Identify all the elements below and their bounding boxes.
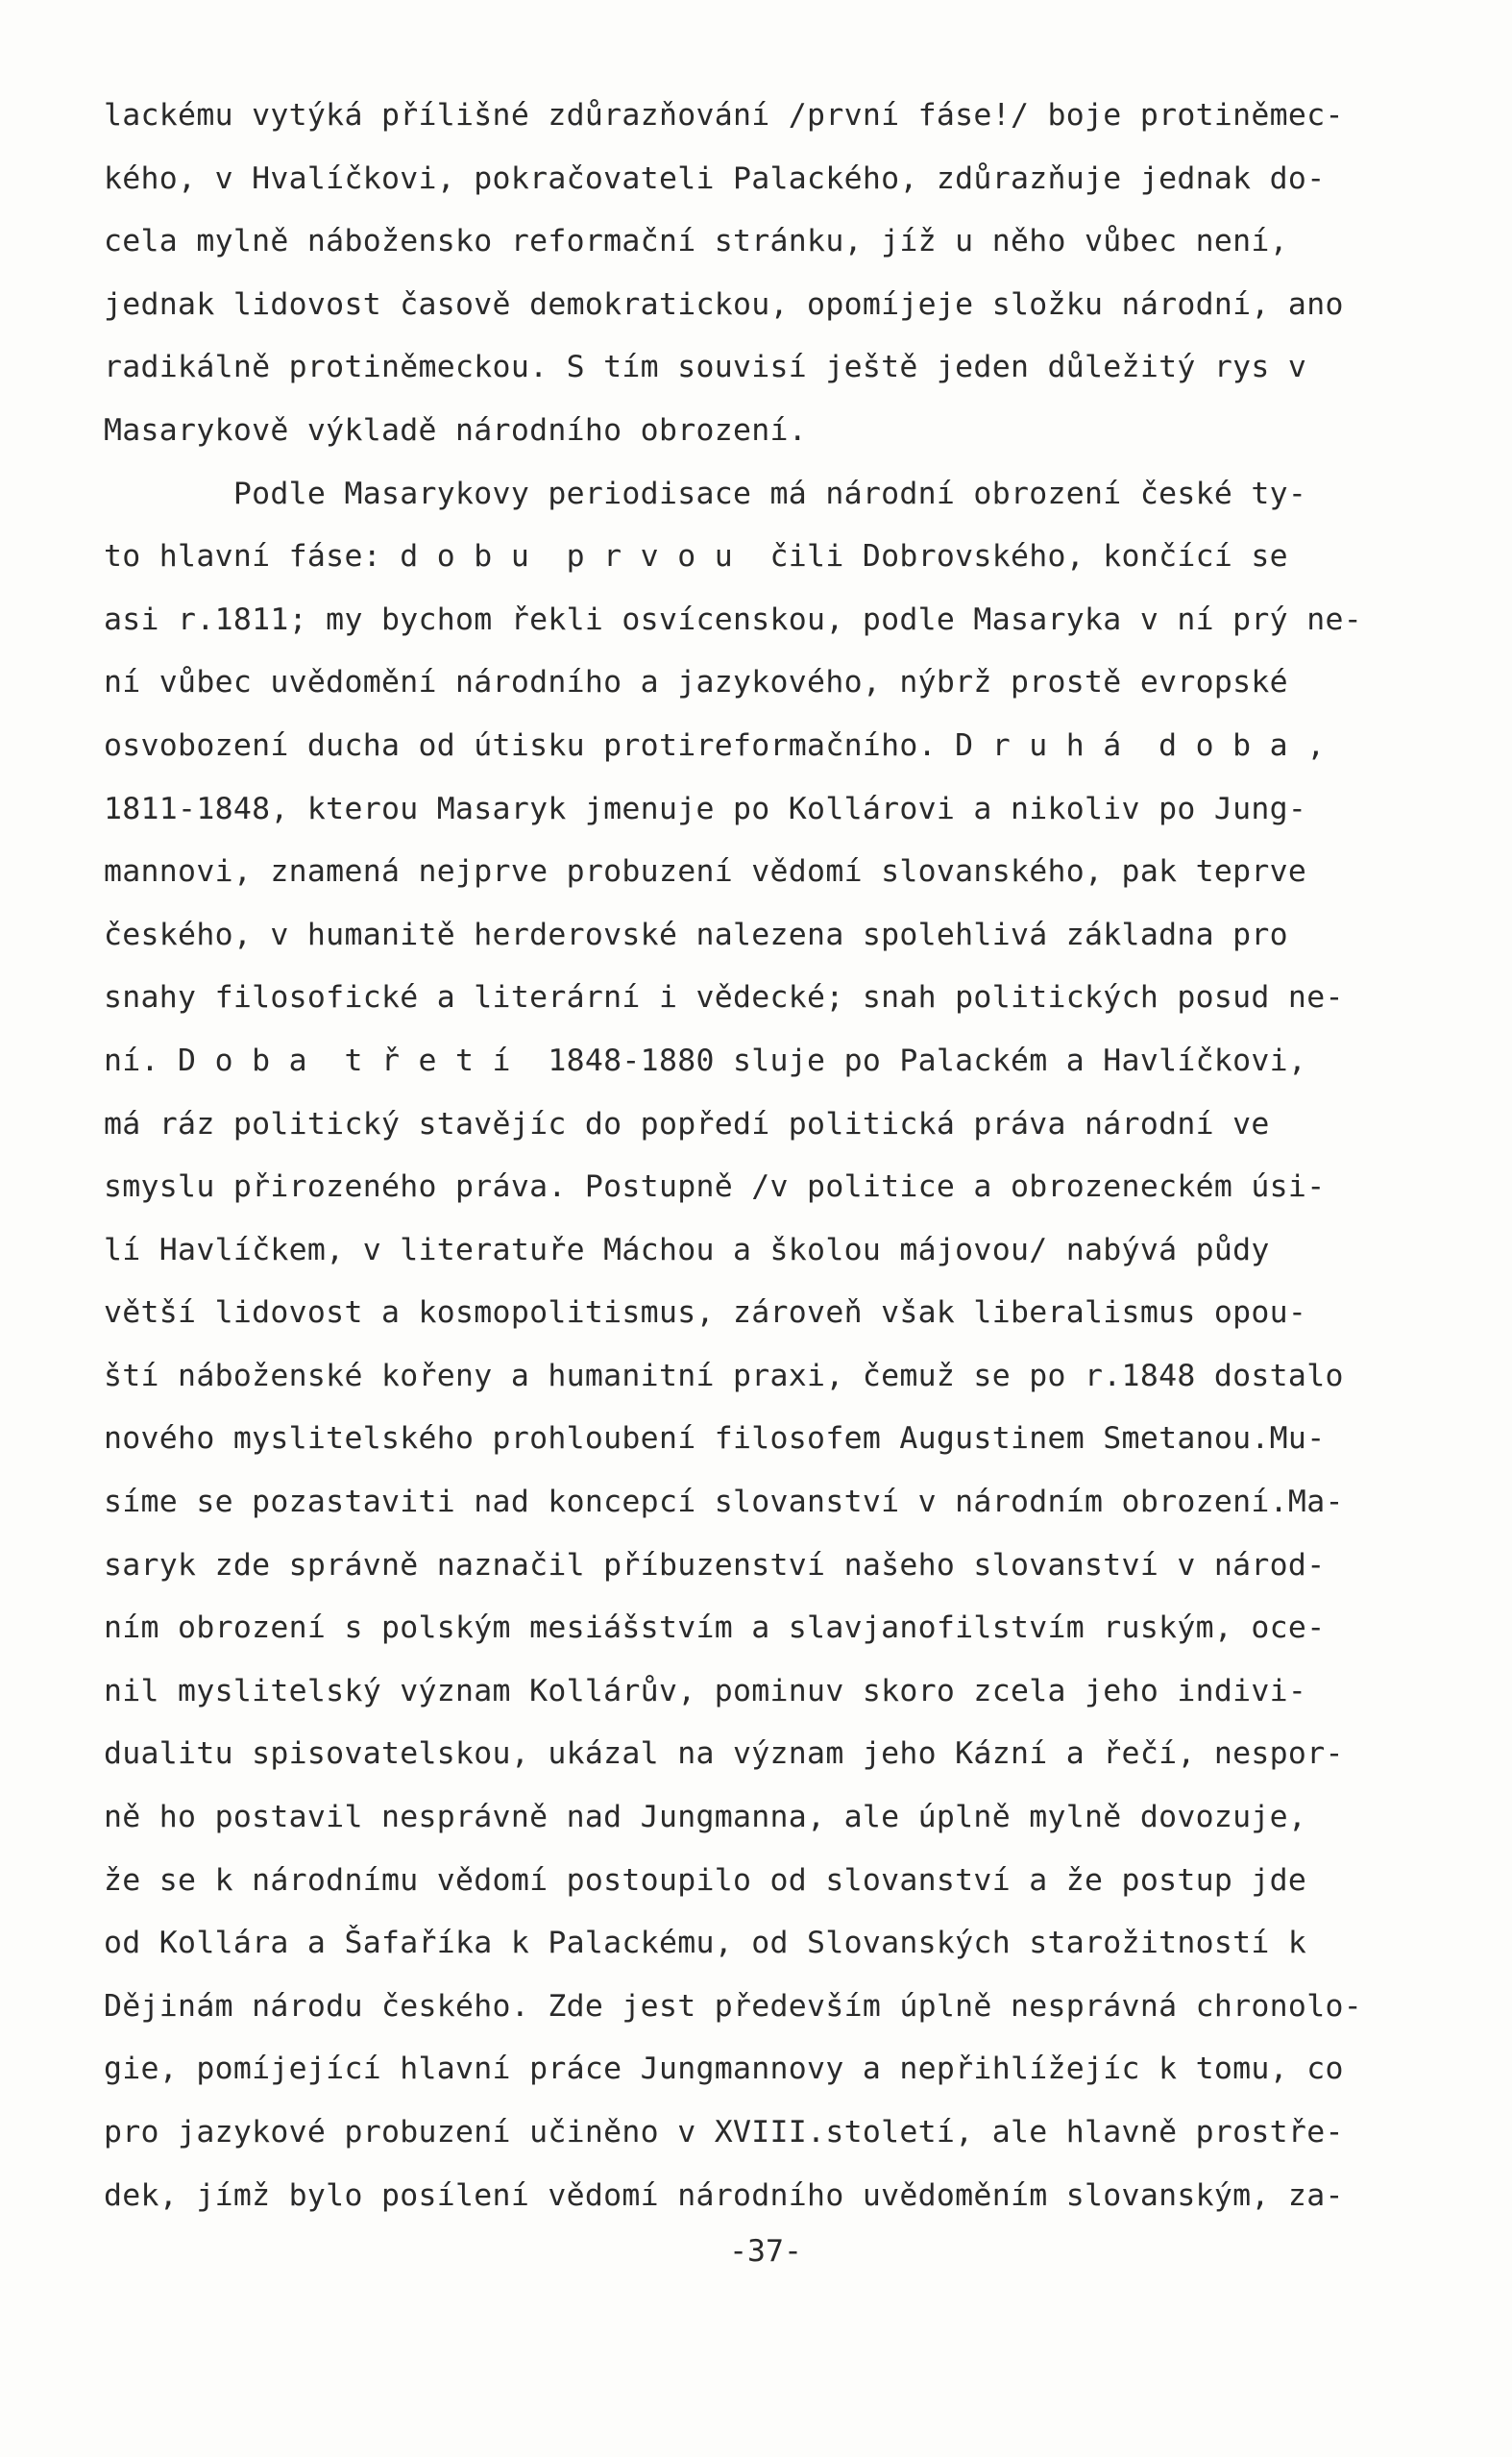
text-line: ští náboženské kořeny a humanitní praxi, čemuž se po r.1848 dostalo: [104, 1358, 1344, 1393]
text-line: asi r.1811; my bychom řekli osvícenskou, podle Masaryka v ní prý ne-: [104, 602, 1362, 637]
text-line: osvobození ducha od útisku protireformačního. D r u h á d o b a ,: [104, 727, 1326, 763]
text-line: ně ho postavil nesprávně nad Jungmanna, ale úplně mylně dovozuje,: [104, 1800, 1307, 1835]
text-line: že se k národnímu vědomí postoupilo od slovanství a že postup jde: [104, 1862, 1307, 1898]
page-number: -37-: [729, 2234, 802, 2269]
text-line: snahy filosofické a literární i vědecké; snah politických posud ne-: [104, 980, 1344, 1016]
text-line: 1811-1848, kterou Masaryk jmenuje po Kollárovi a nikoliv po Jung-: [104, 791, 1307, 826]
text-line: nového myslitelského prohloubení filosofem Augustinem Smetanou.Mu-: [104, 1421, 1326, 1457]
text-line: českého, v humanitě herderovské nalezena spolehlivá základna pro: [104, 917, 1288, 952]
text-line: gie, pomíjející hlavní práce Jungmannovy a nepřihlížejíc k tomu, co: [104, 2052, 1344, 2087]
text-line: saryk zde správně naznačil příbuzenství našeho slovanství v národ-: [104, 1547, 1326, 1583]
text-line: má ráz politický stavějíc do popředí politická práva národní ve: [104, 1106, 1270, 1142]
text-line: radikálně protiněmeckou. S tím souvisí ještě jeden důležitý rys v: [104, 350, 1307, 385]
body-text: [104, 85, 1420, 2227]
text-line: Dějinám národu českého. Zde jest především úplně nesprávná chronolo-: [104, 1988, 1362, 2024]
text-line: dualitu spisovatelskou, ukázal na význam jeho Kázní a řečí, nespor-: [104, 1736, 1344, 1772]
text-line: lí Havlíčkem, v literatuře Máchou a školou májovou/ nabývá půdy: [104, 1232, 1270, 1267]
text-line: ním obrození s polským mesiášstvím a slavjanofilstvím ruským, oce-: [104, 1610, 1326, 1646]
text-line: síme se pozastaviti nad koncepcí slovanství v národním obrození.Ma-: [104, 1485, 1344, 1520]
text-line: dek, jímž bylo posílení vědomí národního uvědoměním slovanským, za-: [104, 2177, 1344, 2213]
text-line: větší lidovost a kosmopolitismus, zároveň však liberalismus opou-: [104, 1295, 1307, 1331]
text-line: pro jazykové probuzení učiněno v XVIII.století, ale hlavně prostře-: [104, 2115, 1344, 2150]
text-line: nil myslitelský význam Kollárův, pominuv skoro zcela jeho indivi-: [104, 1673, 1307, 1708]
text-line: Masarykově výkladě národního obrození.: [104, 412, 808, 448]
text-line: ní vůbec uvědomění národního a jazykového, nýbrž prostě evropské: [104, 665, 1288, 700]
text-line: cela mylně nábožensko reformační stránku, jíž u něho vůbec není,: [104, 224, 1288, 259]
text-line: lackému vytýká přílišné zdůrazňování /první fáse!/ boje protiněmec-: [104, 98, 1344, 133]
text-line: kého, v Hvalíčkovi, pokračovateli Palackého, zdůrazňuje jednak do-: [104, 160, 1326, 196]
text-line: od Kollára a Šafaříka k Palackému, od Slovanských starožitností k: [104, 1926, 1307, 1961]
text-line: ní. D o b a t ř e t í 1848-1880 sluje po Palackém a Havlíčkovi,: [104, 1043, 1307, 1078]
text-line: mannovi, znamená nejprve probuzení vědomí slovanského, pak teprve: [104, 854, 1307, 890]
text-line: smyslu přirozeného práva. Postupně /v politice a obrozeneckém úsi-: [104, 1169, 1326, 1205]
text-line: to hlavní fáse: d o b u p r v o u čili Dobrovského, končící se: [104, 539, 1288, 575]
text-line: jednak lidovost časově demokratickou, opomíjeje složku národní, ano: [104, 286, 1344, 322]
text-line: Podle Masarykovy periodisace má národní obrození české ty-: [104, 476, 1307, 511]
